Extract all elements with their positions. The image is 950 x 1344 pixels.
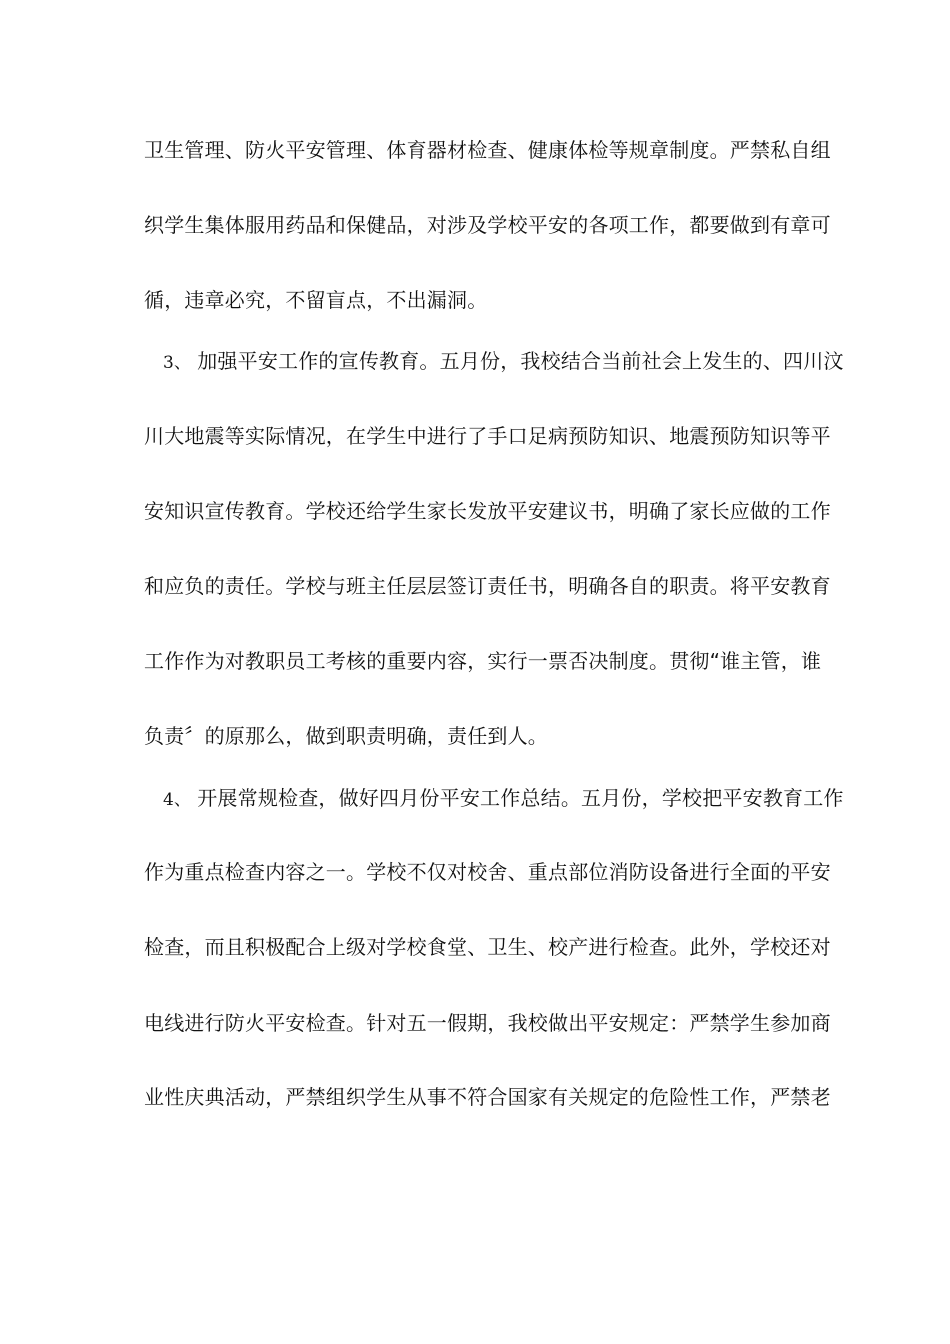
item-3-text: 加强平安工作的宣传教育。五月份，我校结合当前社会上发生的、四川汶	[197, 349, 844, 373]
paragraph-line-5: 川大地震等实际情况，在学生中进行了手口足病预防知识、地震预防知识等平	[144, 424, 831, 448]
paragraph-line-3: 循，违章必究，不留盲点，不出漏洞。	[144, 288, 488, 312]
item-number-3: 3、	[163, 353, 192, 373]
paragraph-line-9: 负责〞的原那么，做到职责明确，责任到人。	[144, 724, 548, 748]
paragraph-line-7: 和应负的责任。学校与班主任层层签订责任书，明确各自的职责。将平安教育	[144, 574, 831, 598]
item-4-text: 开展常规检查，做好四月份平安工作总结。五月份，学校把平安教育工作	[197, 786, 844, 810]
paragraph-line-8: 工作作为对教职员工考核的重要内容，实行一票否决制度。贯彻“谁主管，谁	[144, 649, 822, 673]
paragraph-line-13: 电线进行防火平安检查。针对五一假期，我校做出平安规定：严禁学生参加商	[144, 1011, 831, 1035]
paragraph-line-11: 作为重点检查内容之一。学校不仅对校舍、重点部位消防设备进行全面的平安	[144, 860, 831, 884]
paragraph-line-2: 织学生集体服用药品和保健品，对涉及学校平安的各项工作，都要做到有章可	[144, 213, 831, 237]
paragraph-line-6: 安知识宣传教育。学校还给学生家长发放平安建议书，明确了家长应做的工作	[144, 499, 831, 523]
paragraph-line-1: 卫生管理、防火平安管理、体育器材检查、健康体检等规章制度。严禁私自组	[144, 138, 831, 162]
paragraph-line-12: 检查，而且积极配合上级对学校食堂、卫生、校产进行检查。此外，学校还对	[144, 935, 831, 959]
item-number-4: 4、	[163, 790, 192, 810]
paragraph-item-3-line-1	[163, 347, 844, 377]
paragraph-line-14: 业性庆典活动，严禁组织学生从事不符合国家有关规定的危险性工作，严禁老	[144, 1085, 831, 1109]
paragraph-item-4-line-1	[163, 784, 844, 814]
